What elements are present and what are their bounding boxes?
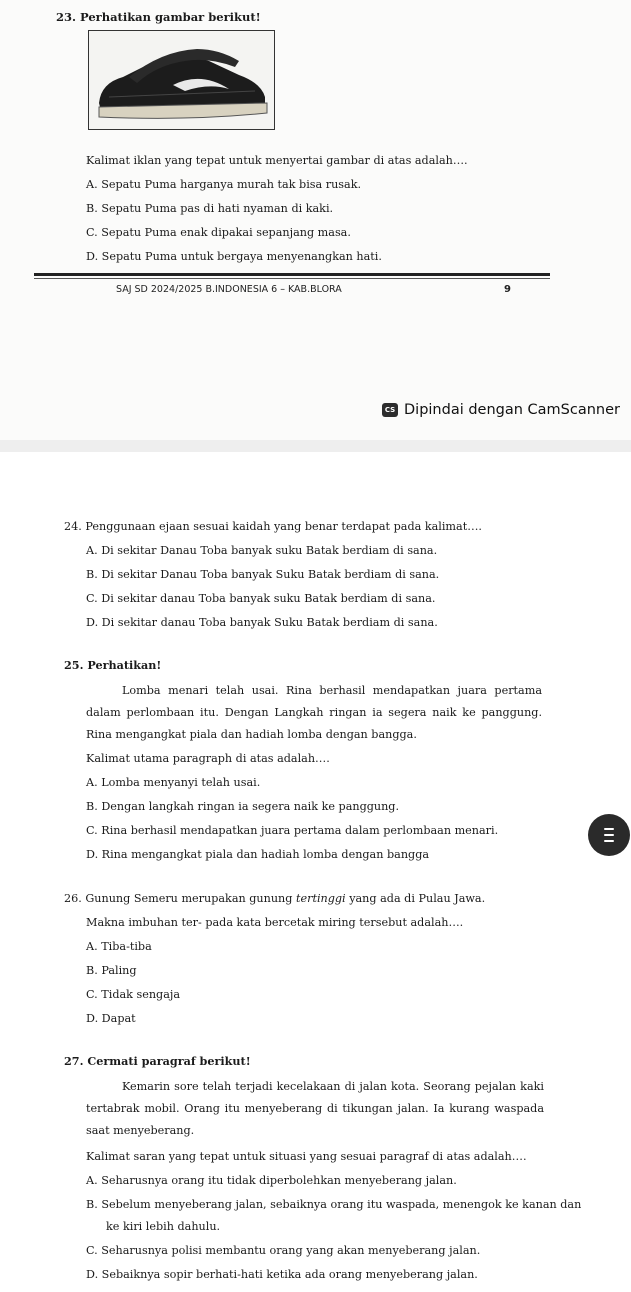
q25-passage: Lomba menari telah usai. Rina berhasil mendapatkan juara pertama dalam perlombaan itu. Dengan Langkah ringan ia segera naik ke panggung. Rina mengangkat piala dan hadiah lomba dengan bangga. [86, 684, 542, 741]
q25-heading: 25. Perhatikan! [64, 658, 162, 672]
camscanner-watermark [382, 400, 620, 420]
scanned-page-2 [0, 452, 631, 1292]
sneaker-image [88, 30, 275, 130]
q27-option-c: C. Seharusnya polisi membantu orang yang akan menyeberang jalan. [86, 1244, 481, 1257]
q25-option-c: C. Rina berhasil mendapatkan juara pertama dalam perlombaan menari. [86, 824, 499, 837]
q27-option-a: A. Seharusnya orang itu tidak diperbolehkan menyeberang jalan. [86, 1174, 457, 1187]
camscanner-logo-icon: CS [382, 403, 398, 417]
footer-text: SAJ SD 2024/2025 B.INDONESIA 6 – KAB.BLORA [116, 284, 342, 295]
camscanner-label: Dipindai dengan CamScanner [404, 402, 621, 418]
sneaker-illustration [89, 31, 274, 129]
q27-question: Kalimat saran yang tepat untuk situasi yang sesuai paragraf di atas adalah…. [86, 1150, 527, 1163]
q23-option-d: D. Sepatu Puma untuk bergaya menyenangkan hati. [86, 250, 382, 263]
q26-question-pre: 26. Gunung Semeru merupakan gunung [64, 892, 296, 905]
menu-icon [604, 828, 614, 830]
q24-option-d: D. Di sekitar danau Toba banyak Suku Batak berdiam di sana. [86, 616, 438, 629]
q25-option-b: B. Dengan langkah ringan ia segera naik ke panggung. [86, 800, 400, 813]
q23-option-a: A. Sepatu Puma harganya murah tak bisa rusak. [86, 178, 362, 191]
q23-question: Kalimat iklan yang tepat untuk menyertai gambar di atas adalah…. [86, 154, 468, 167]
menu-button[interactable] [588, 814, 630, 856]
q27-option-b: B. Sebelum menyeberang jalan, sebaiknya orang itu waspada, menengok ke kanan dan [86, 1198, 582, 1211]
q26-option-a: A. Tiba-tiba [86, 940, 152, 953]
q26-question [64, 892, 485, 906]
q23-instruction: 23. Perhatikan gambar berikut! [56, 10, 261, 24]
q24-question: 24. Penggunaan ejaan sesuai kaidah yang benar terdapat pada kalimat…. [64, 520, 482, 533]
q26-question-post: yang ada di Pulau Jawa. [345, 892, 486, 905]
footer-page-number: 9 [504, 284, 511, 295]
q23-option-c: C. Sepatu Puma enak dipakai sepanjang masa. [86, 226, 351, 239]
scanned-page-1 [0, 0, 631, 440]
q26-question-2: Makna imbuhan ter- pada kata bercetak miring tersebut adalah…. [86, 916, 464, 929]
q26-question-italic: tertinggi [295, 892, 346, 905]
q24-option-c: C. Di sekitar danau Toba banyak suku Batak berdiam di sana. [86, 592, 436, 605]
footer-rule-thick [34, 273, 550, 276]
q27-passage: Kemarin sore telah terjadi kecelakaan di jalan kota. Seorang pejalan kaki tertabrak mobil. Orang itu menyeberang di tikungan jalan. Ia kurang waspada saat menyeberang. [86, 1080, 544, 1137]
q26-option-d: D. Dapat [86, 1012, 136, 1025]
q26-option-c: C. Tidak sengaja [86, 988, 181, 1001]
q26-option-b: B. Paling [86, 964, 137, 977]
q23-option-b: B. Sepatu Puma pas di hati nyaman di kaki. [86, 202, 334, 215]
q25-option-a: A. Lomba menyanyi telah usai. [86, 776, 261, 789]
q27-option-b-cont: ke kiri lebih dahulu. [106, 1220, 221, 1233]
menu-icon-bar-3 [604, 840, 614, 842]
q27-option-d: D. Sebaiknya sopir berhati-hati ketika ada orang menyeberang jalan. [86, 1268, 478, 1281]
q25-option-d: D. Rina mengangkat piala dan hadiah lomba dengan bangga [86, 848, 430, 861]
menu-icon-bar-2 [604, 834, 614, 836]
q24-option-b: B. Di sekitar Danau Toba banyak Suku Batak berdiam di sana. [86, 568, 440, 581]
q27-heading: 27. Cermati paragraf berikut! [64, 1054, 251, 1068]
footer-rule-thin [34, 278, 550, 279]
q25-question: Kalimat utama paragraph di atas adalah…. [86, 752, 330, 765]
page-gap [0, 440, 631, 452]
q24-option-a: A. Di sekitar Danau Toba banyak suku Batak berdiam di sana. [86, 544, 438, 557]
